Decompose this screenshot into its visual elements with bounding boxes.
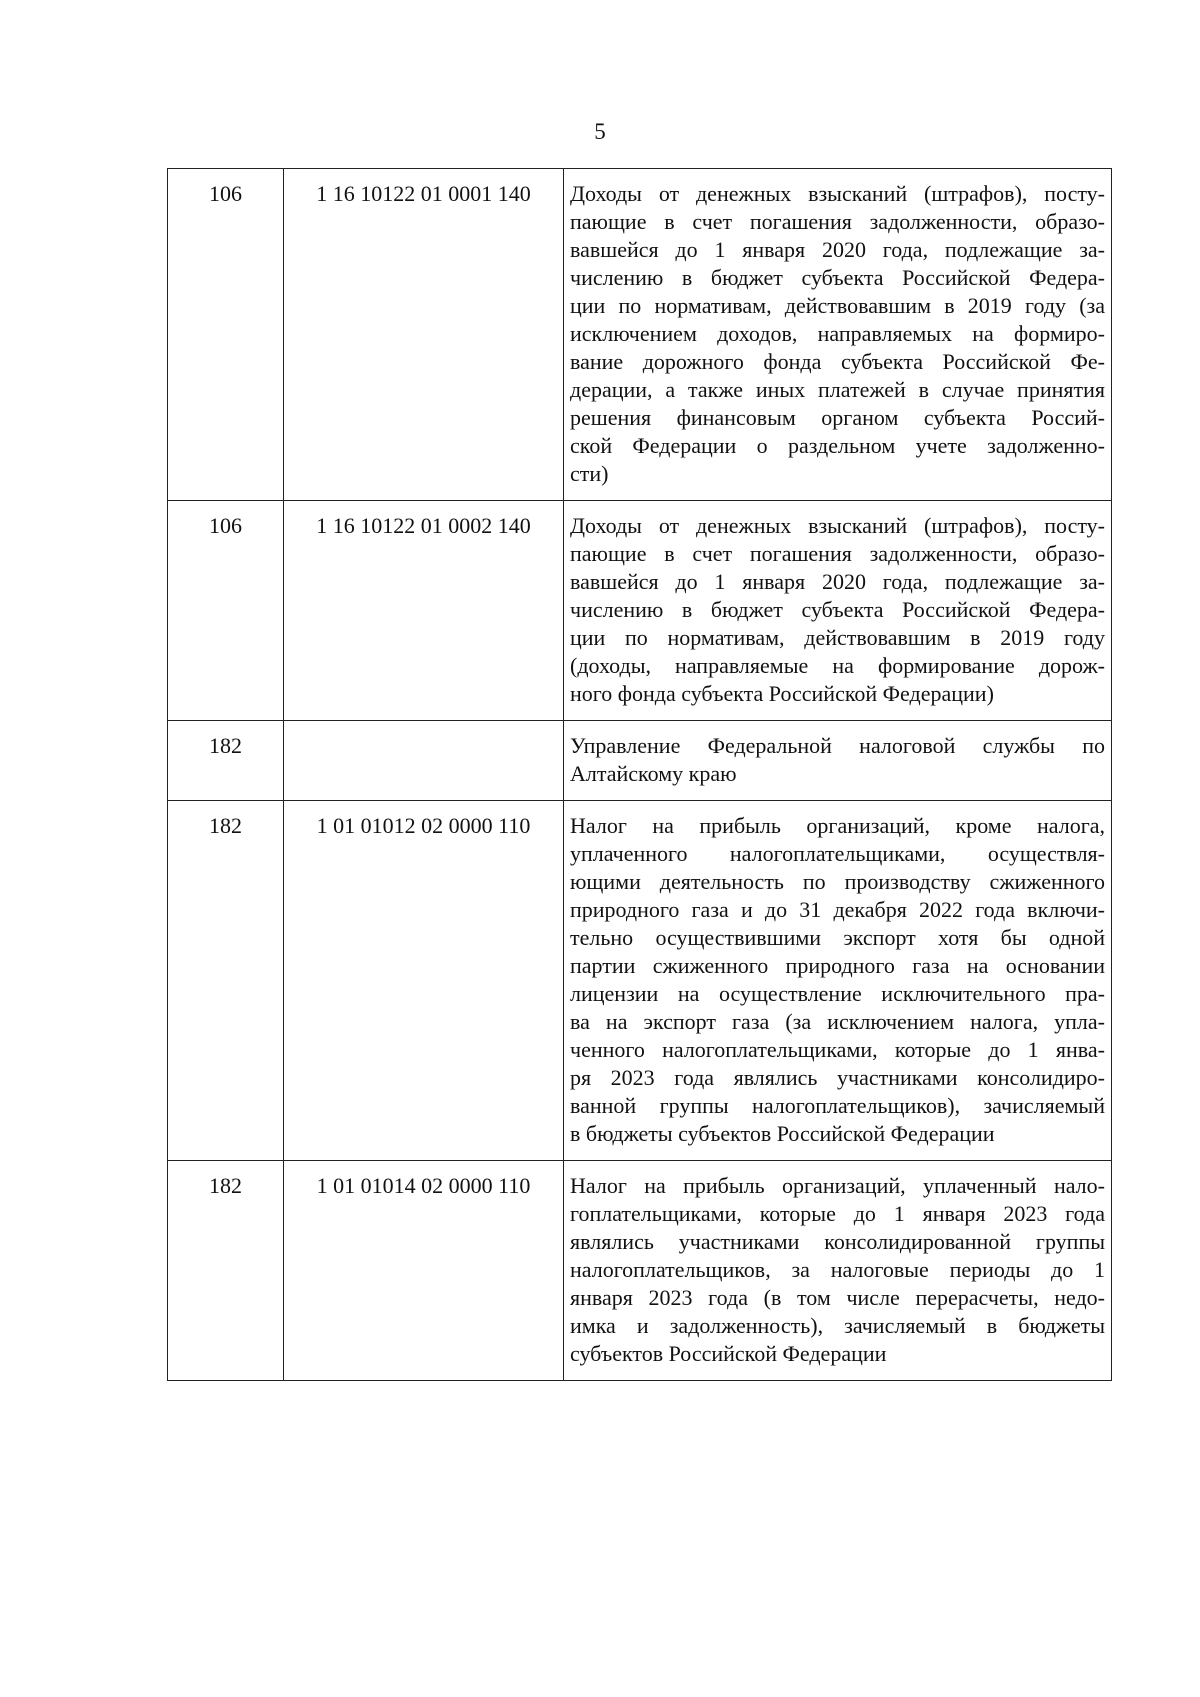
description-line: (доходы, направляемые на формирование дорож- <box>570 653 1105 678</box>
description-line: исключением доходов, направляемых на формиро- <box>570 321 1105 346</box>
description-line: вавшейся до 1 января 2020 года, подлежащие за- <box>570 237 1105 262</box>
table-row <box>168 721 1112 801</box>
description-line: лицензии на осуществление исключительного пра- <box>570 981 1105 1006</box>
description-line: дерации, а также иных платежей в случае принятия <box>570 377 1105 402</box>
description-line: вание дорожного фонда субъекта Российской Фе- <box>570 349 1105 374</box>
admin-code-cell: 182 <box>168 801 284 1161</box>
description-line: Налог на прибыль организаций, уплаченный нало- <box>570 1173 1105 1198</box>
description-line: ции по нормативам, действовавшим в 2019 году (за <box>570 293 1105 318</box>
budget-code-cell: 1 01 01014 02 0000 110 <box>284 1161 564 1381</box>
description-cell <box>564 169 1112 501</box>
description-line: ванной группы налогоплательщиков), зачисляемый <box>570 1093 1105 1118</box>
description-line: числению в бюджет субъекта Российской Федера- <box>570 597 1105 622</box>
description-line: ря 2023 года являлись участниками консолидиро- <box>570 1065 1105 1090</box>
budget-code-cell <box>284 721 564 801</box>
description-line: ва на экспорт газа (за исключением налога, упла- <box>570 1009 1105 1034</box>
description-line: ской Федерации о раздельном учете задолженно- <box>570 433 1105 458</box>
description-line: решения финансовым органом субъекта Россий- <box>570 405 1105 430</box>
table-row <box>168 801 1112 1161</box>
description-cell <box>564 1161 1112 1381</box>
budget-code-cell: 1 16 10122 01 0002 140 <box>284 501 564 721</box>
table-row <box>168 1161 1112 1381</box>
admin-code-cell: 106 <box>168 169 284 501</box>
description-line: ции по нормативам, действовавшим в 2019 году <box>570 625 1105 650</box>
budget-code-cell: 1 01 01012 02 0000 110 <box>284 801 564 1161</box>
description-line: сти) <box>570 461 609 486</box>
description-cell <box>564 801 1112 1161</box>
description-line: субъектов Российской Федерации <box>570 1341 887 1366</box>
table-row <box>168 501 1112 721</box>
admin-code-cell: 182 <box>168 1161 284 1381</box>
description-line: в бюджеты субъектов Российской Федерации <box>570 1121 995 1146</box>
description-line: января 2023 года (в том числе перерасчеты, недо- <box>570 1285 1105 1310</box>
description-line: партии сжиженного природного газа на основании <box>570 953 1105 978</box>
description-line: числению в бюджет субъекта Российской Федера- <box>570 265 1105 290</box>
budget-code-cell: 1 16 10122 01 0001 140 <box>284 169 564 501</box>
description-line: ющими деятельность по производству сжиженного <box>570 869 1105 894</box>
description-line: вавшейся до 1 января 2020 года, подлежащие за- <box>570 569 1105 594</box>
description-line: ченного налогоплательщиками, которые до 1 янва- <box>570 1037 1105 1062</box>
description-line: пающие в счет погашения задолженности, образо- <box>570 541 1105 566</box>
description-cell <box>564 501 1112 721</box>
description-line: налогоплательщиков, за налоговые периоды до 1 <box>570 1257 1105 1282</box>
description-cell <box>564 721 1112 801</box>
revenue-codes-table <box>167 168 1112 1381</box>
description-line: Доходы от денежных взысканий (штрафов), посту- <box>570 513 1105 538</box>
description-line: Управление Федеральной налоговой службы по <box>570 733 1105 758</box>
table-body <box>168 169 1112 1381</box>
description-line: тельно осуществившими экспорт хотя бы одной <box>570 925 1105 950</box>
description-line: уплаченного налогоплательщиками, осуществля- <box>570 841 1105 866</box>
description-line: ного фонда субъекта Российской Федерации) <box>570 681 994 706</box>
description-line: пающие в счет погашения задолженности, образо- <box>570 209 1105 234</box>
description-line: имка и задолженность), зачисляемый в бюджеты <box>570 1313 1105 1338</box>
table-row <box>168 169 1112 501</box>
page-number: 5 <box>594 119 606 144</box>
description-line: гоплательщиками, которые до 1 января 2023 года <box>570 1201 1105 1226</box>
description-line: Налог на прибыль организаций, кроме налога, <box>570 813 1105 838</box>
description-line: Доходы от денежных взысканий (штрафов), посту- <box>570 181 1105 206</box>
description-line: являлись участниками консолидированной группы <box>570 1229 1105 1254</box>
description-line: природного газа и до 31 декабря 2022 года включи- <box>570 897 1105 922</box>
description-line: Алтайскому краю <box>570 761 737 786</box>
admin-code-cell: 182 <box>168 721 284 801</box>
admin-code-cell: 106 <box>168 501 284 721</box>
